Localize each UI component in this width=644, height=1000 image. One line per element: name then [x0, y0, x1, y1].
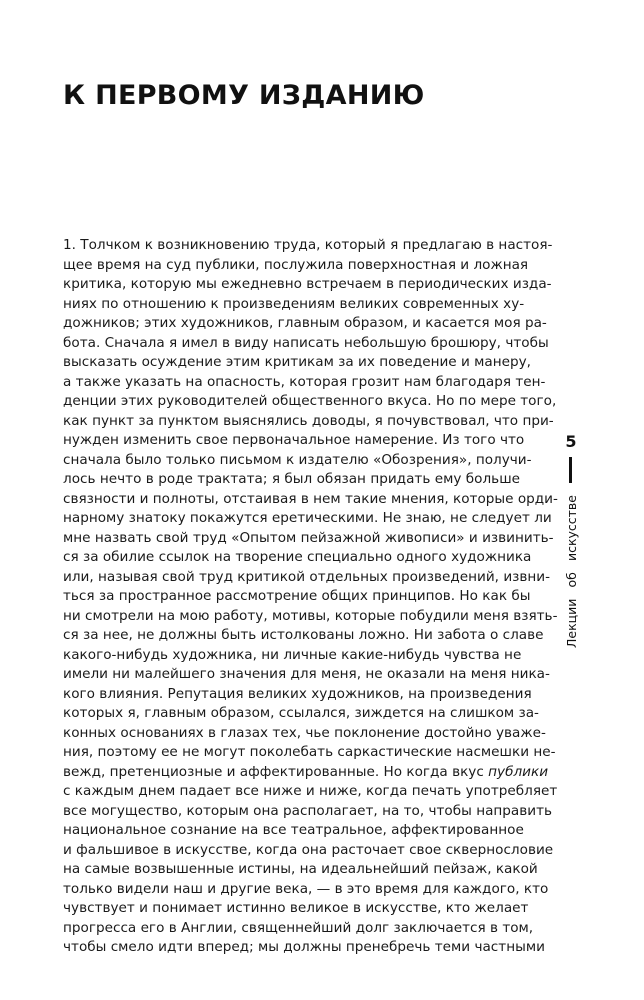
page-number: 5: [565, 432, 577, 451]
text-line: вежд, претенциозные и аффектированные. Но когда вкус публики: [63, 763, 549, 780]
text-line: и фальшивое в искусстве, когда она расточает свое сквернословие: [63, 841, 554, 858]
text-line: национальное сознание на все театральное, аффектированное: [63, 822, 524, 838]
running-book-title: Лекции об искусстве: [564, 495, 579, 648]
text-line: критика, которую мы ежедневно встречаем в периодических изда-: [63, 276, 552, 292]
text-line: ться за пространное рассмотрение общих принципов. Но как бы: [63, 588, 531, 604]
text-line: или, называя свой труд критикой отдельных произведений, извни-: [63, 568, 551, 585]
text-line: ни смотрели на мою работу, мотивы, которые побудили меня взять-: [63, 607, 558, 624]
text-line: все могущество, которым она располагает, на то, чтобы направить: [63, 802, 553, 819]
text-line: 1. Толчком к возникновению труда, который я предлагаю в настоя-: [63, 237, 553, 253]
text-line: только видели наш и другие века, — в это время для каждого, кто: [63, 880, 549, 897]
text-line: ниях по отношению к произведениям великих современных ху-: [63, 295, 525, 312]
text-line: бота. Сначала я имел в виду написать небольшую брошюру, чтобы: [63, 334, 549, 351]
text-line: прогресса его в Англии, священнейший долг заключается в том,: [63, 919, 534, 936]
text-line: ся за нее, не должны быть истолкованы ложно. Ни забота о славе: [63, 627, 544, 643]
text-line: а также указать на опасность, которая грозит нам благодаря тен-: [63, 373, 546, 390]
text-line: высказать осуждение этим критикам за их поведение и манеру,: [63, 354, 531, 370]
text-line: имели ни малейшего значения для меня, не оказали на меня ника-: [63, 666, 550, 682]
text-line: мне назвать свой труд «Опытом пейзажной живописи» и извинить-: [63, 529, 554, 546]
text-line: чувствует и понимает истинно великое в искусстве, кто желает: [63, 900, 529, 916]
page-number-rule: [569, 457, 572, 483]
text-line: которых я, главным образом, ссылался, зиждется на слишком за-: [63, 705, 539, 721]
text-line: щее время на суд публики, послужила поверхностная и ложная: [63, 256, 529, 273]
text-line: чтобы смело идти вперед; мы должны пренебречь теми частными: [63, 939, 545, 955]
text-line: нарному знатоку покажутся еретическими. Не знаю, не следует ли: [63, 510, 552, 526]
text-line: как пункт за пунктом выяснялись доводы, я почувствовал, что при-: [63, 412, 554, 429]
page-title: К ПЕРВОМУ ИЗДАНИЮ: [63, 80, 425, 111]
text-line: с каждым днем падает все ниже и ниже, когда печать употребляет: [63, 783, 558, 799]
text-line: конных основаниях в глазах тех, чье поклонение достойно уважe-: [63, 724, 546, 741]
text-line: лось нечто в роде трактата; я был обязан придать ему больше: [63, 471, 520, 487]
text-line: ся за обилие ссылок на творение специально одного художника: [63, 549, 532, 565]
text-line: какого-нибудь художника, ни личные какие-нибудь чувства не: [63, 646, 522, 663]
body-text: [63, 236, 558, 958]
text-line: нужден изменить свое первоначальное намерение. Из того что: [63, 432, 525, 448]
text-line: кого влияния. Репутация великих художников, на произведения: [63, 685, 532, 702]
text-line: связности и полноты, отстаивая в нем такие мнения, которые орди-: [63, 490, 558, 507]
text-line: дожников; этих художников, главным образом, и касается моя ра-: [63, 315, 547, 331]
text-line: ния, поэтому ее не могут поколебать саркастические насмешки не-: [63, 744, 556, 760]
text-line: сначала было только письмом к издателю «Обозрения», получи-: [63, 451, 532, 468]
text-line: денции этих руководителей общественного вкуса. Но по мере того,: [63, 393, 557, 409]
text-line: на самые возвышенные истины, на идеальнейший пейзаж, какой: [63, 861, 538, 877]
